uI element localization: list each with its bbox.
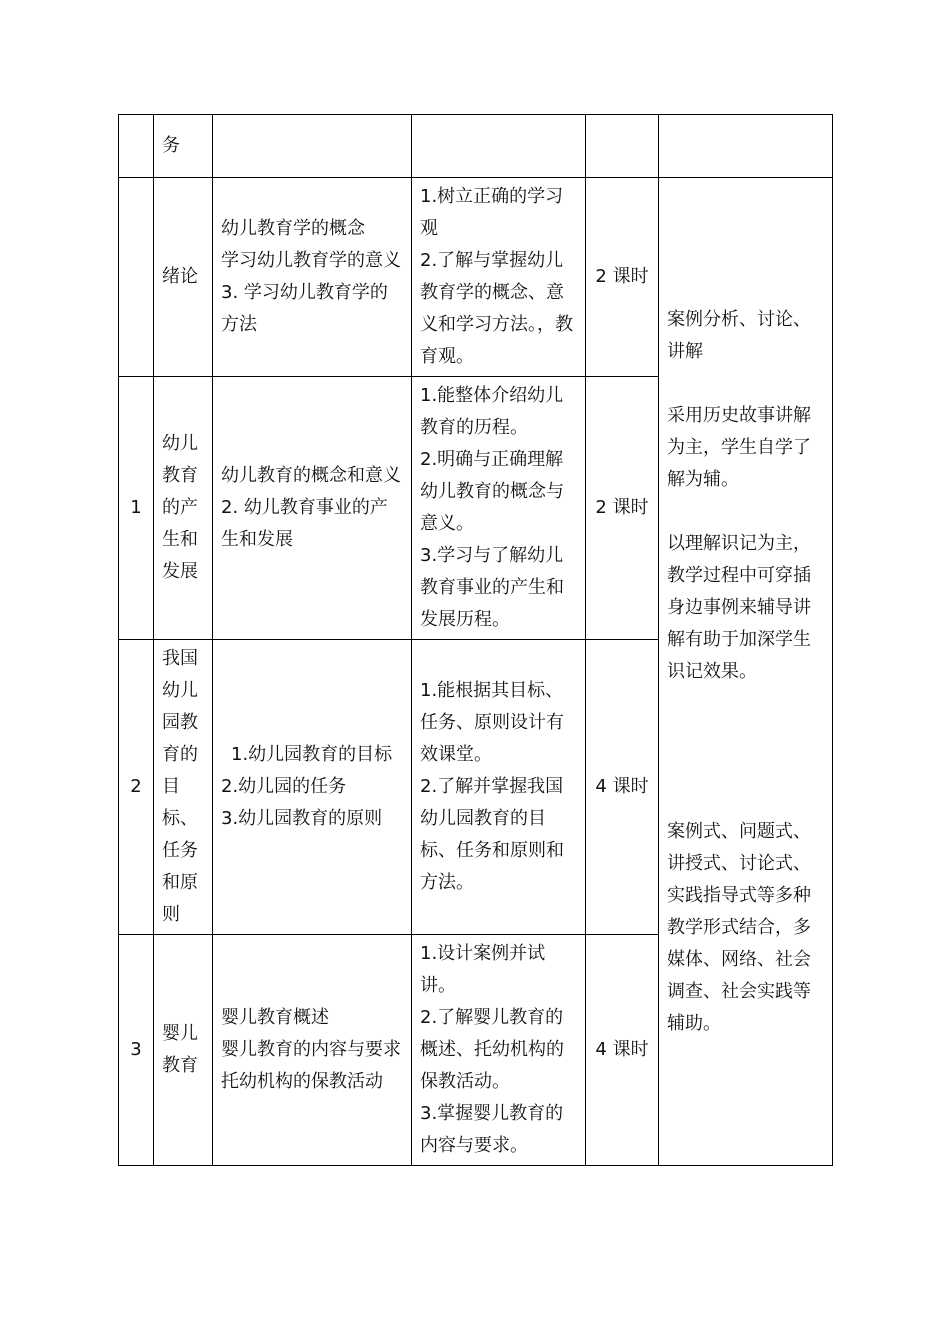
row-number: 3 — [119, 935, 154, 1166]
goals-cell — [412, 640, 586, 935]
goal-item: 2.明确与正确理解幼儿教育的概念与意义。 — [420, 449, 564, 534]
content-item: 2.幼儿园的任务 — [221, 776, 347, 797]
hours-cell: 4 课时 — [586, 935, 659, 1166]
chapter-cell: 幼儿教育的产生和发展 — [154, 377, 213, 640]
content-item: 托幼机构的保教活动 — [221, 1071, 383, 1092]
spacer — [667, 752, 824, 784]
goal-item: 2.了解婴儿教育的概述、托幼机构的保教活动。 — [420, 1007, 564, 1092]
goal-item: 1.设计案例并试讲。 — [420, 943, 546, 996]
content-item: 2. 幼儿教育事业的产生和发展 — [221, 497, 388, 550]
row-number — [119, 178, 154, 377]
goal-item: 2.了解并掌握我国幼儿园教育的目标、任务和原则和方法。 — [420, 776, 564, 893]
spacer — [667, 688, 824, 720]
goals-cell — [412, 935, 586, 1166]
teaching-method-cell — [659, 178, 833, 1166]
hours-cell: 2 课时 — [586, 377, 659, 640]
spacer — [667, 720, 824, 752]
goal-item: 2.了解与掌握幼儿教育学的概念、意义和学习方法。，教育观。 — [420, 250, 573, 367]
spacer — [667, 784, 824, 816]
goal-item: 3.学习与了解幼儿教育事业的产生和发展历程。 — [420, 545, 564, 630]
method-item: 以理解识记为主，教学过程中可穿插身边事例来辅导讲解有助于加深学生识记效果。 — [667, 532, 811, 682]
chapter-cell: 务 — [154, 115, 213, 178]
row-number: 1 — [119, 377, 154, 640]
table-row — [119, 178, 833, 377]
content-cell — [213, 640, 412, 935]
syllabus-table — [118, 114, 833, 1166]
spacer — [667, 368, 824, 400]
row-number: 2 — [119, 640, 154, 935]
goal-item: 1.能根据其目标、任务、原则设计有效课堂。 — [420, 680, 564, 765]
spacer — [667, 496, 824, 528]
goal-item: 3.掌握婴儿教育的内容与要求。 — [420, 1103, 564, 1156]
content-item: 3.幼儿园教育的原则 — [221, 808, 383, 829]
goal-item: 1.能整体介绍幼儿教育的历程。 — [420, 385, 564, 438]
method-item: 案例式、问题式、讲授式、讨论式、实践指导式等多种教学形式结合，多媒体、网络、社会调查、社会实践等辅助。 — [667, 820, 811, 1034]
hours-cell — [586, 115, 659, 178]
content-item: 3. 学习幼儿教育学的方法 — [221, 282, 388, 335]
content-cell — [213, 377, 412, 640]
content-item: 婴儿教育概述 — [221, 1007, 329, 1028]
goals-cell — [412, 178, 586, 377]
content-item: 幼儿教育学的概念 — [221, 218, 365, 239]
content-item: 1.幼儿园教育的目标 — [231, 744, 393, 765]
hours-cell: 4 课时 — [586, 640, 659, 935]
chapter-cell: 绪论 — [154, 178, 213, 377]
chapter-cell: 我国幼儿园教育的目标、任务和原则 — [154, 640, 213, 935]
content-cell — [213, 115, 412, 178]
method-item: 案例分析、讨论、讲解 — [667, 308, 811, 362]
content-item: 婴儿教育的内容与要求 — [221, 1039, 401, 1060]
content-cell — [213, 178, 412, 377]
goal-item: 1.树立正确的学习观 — [420, 186, 564, 239]
content-item: 幼儿教育的概念和意义 — [221, 465, 401, 486]
table-row — [119, 115, 833, 178]
goals-cell — [412, 115, 586, 178]
goals-cell — [412, 377, 586, 640]
row-number — [119, 115, 154, 178]
content-item: 学习幼儿教育学的意义 — [221, 250, 401, 271]
chapter-cell: 婴儿教育 — [154, 935, 213, 1166]
method-header-cell — [659, 115, 833, 178]
method-item: 采用历史故事讲解为主，学生自学了解为辅。 — [667, 404, 811, 490]
content-cell — [213, 935, 412, 1166]
hours-cell: 2 课时 — [586, 178, 659, 377]
